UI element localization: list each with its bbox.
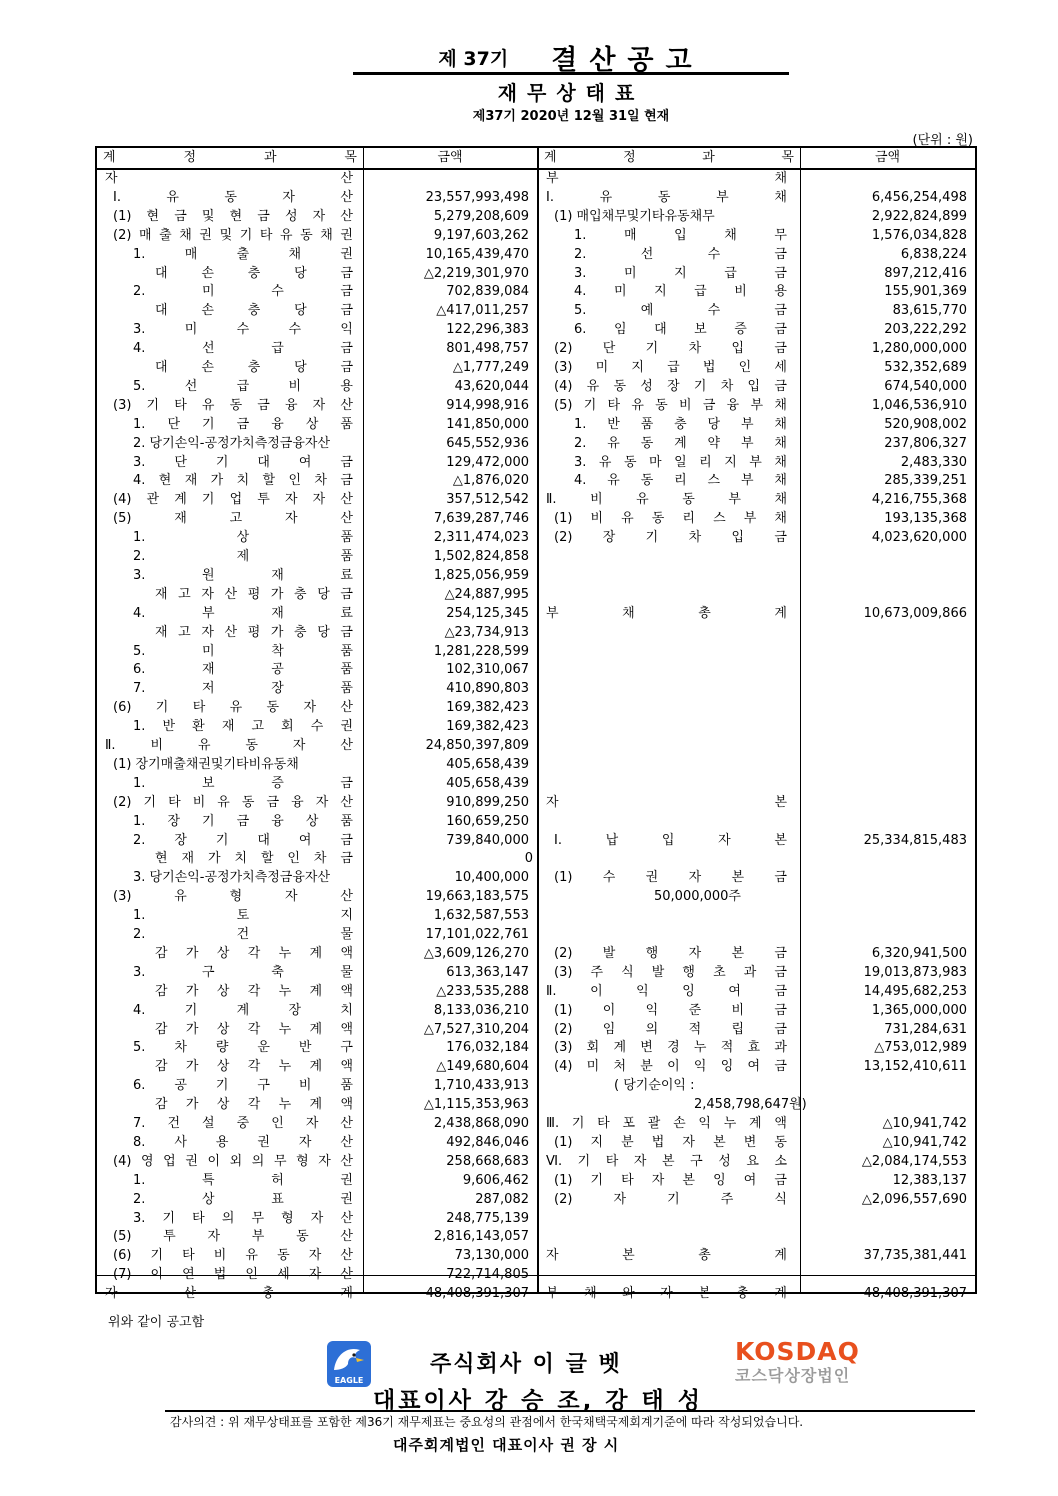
table-row bbox=[97, 282, 975, 301]
left-account-label: (4) 영 업 권 이 외 의 무 형 자 산 bbox=[113, 1153, 353, 1169]
left-amount-value: 1,710,433,913 bbox=[433, 1078, 529, 1094]
left-amount-value: 287,082 bbox=[475, 1191, 529, 1207]
left-amount-value: △1,777,249 bbox=[452, 360, 529, 375]
table-row bbox=[97, 264, 975, 283]
left-account-label: 1. 토 지 bbox=[133, 908, 353, 924]
right-account-label: 50,000,000주 bbox=[654, 889, 741, 905]
left-account-label: (1) 장기매출채권및기타비유동채 bbox=[113, 756, 299, 772]
right-account-label: 부 채 bbox=[546, 171, 787, 186]
right-amount-value: 6,456,254,498 bbox=[871, 189, 967, 205]
left-amount-value: 176,032,184 bbox=[446, 1040, 529, 1056]
left-account-label: 3. 기 타 의 무 형 자 산 bbox=[133, 1210, 353, 1226]
table-row bbox=[97, 679, 975, 698]
right-account-label: (2) 장 기 차 입 금 bbox=[554, 530, 787, 546]
left-account-label: Ⅰ. 유 동 자 산 bbox=[113, 189, 353, 205]
left-account-label: 감 가 상 각 누 계 액 bbox=[155, 1097, 353, 1113]
table-row bbox=[97, 1114, 975, 1133]
right-account-label: (1) 매입채무및기타유동채무 bbox=[554, 208, 715, 224]
unit-label: (단위 : 원) bbox=[912, 133, 973, 148]
left-amount-value: △233,535,288 bbox=[436, 983, 529, 999]
left-amount-value: 801,498,757 bbox=[446, 341, 529, 357]
table-row bbox=[97, 812, 975, 831]
left-amount-value: 9,197,603,262 bbox=[433, 227, 529, 243]
left-amount-value: △2,219,301,970 bbox=[423, 265, 529, 281]
right-account-header: 계 정 과 목 bbox=[544, 150, 794, 165]
right-amount-value: 4,216,755,368 bbox=[871, 492, 967, 508]
table-row bbox=[97, 169, 975, 188]
table-row bbox=[97, 1171, 975, 1190]
table-row bbox=[97, 1020, 975, 1039]
table-row bbox=[97, 453, 975, 472]
left-amount-value: 48,408,391,307 bbox=[425, 1286, 529, 1302]
left-account-label: 감 가 상 각 누 계 액 bbox=[155, 945, 353, 961]
left-account-label: 2. 제 품 bbox=[133, 549, 353, 564]
left-amount-value: 19,663,183,575 bbox=[425, 889, 529, 905]
right-amount-value: 1,280,000,000 bbox=[871, 341, 967, 357]
left-amount-value: 169,382,423 bbox=[446, 719, 529, 735]
table-row bbox=[97, 207, 975, 226]
right-account-label: Ⅱ. 비 유 동 부 채 bbox=[546, 492, 787, 508]
right-account-label: 1. 매 입 채 무 bbox=[574, 227, 787, 243]
left-account-label: (7) 이 연 법 인 세 자 산 bbox=[113, 1267, 353, 1283]
right-account-label: Ⅱ. 이 익 잉 여 금 bbox=[546, 983, 787, 999]
right-amount-value: 237,806,327 bbox=[884, 435, 967, 451]
left-amount-value: △1,876,020 bbox=[452, 473, 529, 489]
right-amount-value: 897,212,416 bbox=[884, 265, 967, 281]
left-amount-value: 24,850,397,809 bbox=[425, 738, 529, 753]
table-row bbox=[97, 1227, 975, 1246]
left-amount-value: △7,527,310,204 bbox=[423, 1021, 529, 1037]
left-amount-value: 141,850,000 bbox=[446, 416, 529, 432]
table-row bbox=[97, 831, 975, 850]
right-amount-value: △753,012,989 bbox=[874, 1040, 967, 1056]
left-account-label: (6) 기 타 유 동 자 산 bbox=[113, 700, 353, 716]
table-row bbox=[97, 698, 975, 717]
left-amount-value: 254,125,345 bbox=[446, 605, 529, 621]
left-amount-value: △3,609,126,270 bbox=[423, 945, 529, 961]
right-amount-value: 532,352,689 bbox=[884, 360, 967, 375]
left-amount-value: 410,890,803 bbox=[446, 681, 529, 697]
left-amount-value: 0 bbox=[524, 851, 533, 867]
table-row bbox=[97, 226, 975, 245]
right-amount-value: 203,222,292 bbox=[884, 322, 967, 338]
page-title: 결산공고 bbox=[551, 45, 704, 76]
table-row bbox=[97, 301, 975, 320]
left-account-label: 감 가 상 각 누 계 액 bbox=[155, 1059, 353, 1075]
left-account-label: 8. 사 용 권 자 산 bbox=[133, 1134, 353, 1150]
left-amount-value: 23,557,993,498 bbox=[425, 189, 529, 205]
left-account-label: (2) 기 타 비 유 동 금 융 자 산 bbox=[113, 794, 353, 810]
right-account-label: 4. 미 지 급 비 용 bbox=[574, 284, 787, 300]
left-account-label: 2. 장 기 대 여 금 bbox=[133, 832, 353, 848]
table-row bbox=[97, 623, 975, 642]
right-account-label: 5. 예 수 금 bbox=[574, 303, 787, 319]
right-account-label: Ⅵ. 기 타 자 본 구 성 요 소 bbox=[546, 1153, 787, 1169]
left-amount-value: 9,606,462 bbox=[462, 1172, 529, 1188]
table-row bbox=[97, 660, 975, 679]
right-account-label: (3) 회 계 변 경 누 적 효 과 bbox=[554, 1040, 787, 1056]
left-account-label: 1. 특 허 권 bbox=[133, 1172, 353, 1188]
left-account-label: 현 재 가 치 할 인 차 금 bbox=[155, 851, 353, 867]
table-row bbox=[97, 396, 975, 415]
right-account-label: 1. 반 품 충 당 부 채 bbox=[574, 416, 787, 432]
left-amount-value: 5,279,208,609 bbox=[433, 208, 529, 224]
left-account-label: 3. 미 수 수 익 bbox=[133, 322, 353, 338]
left-account-label: 4. 기 계 장 치 bbox=[133, 1002, 353, 1018]
left-account-label: (2) 매 출 채 권 및 기 타 유 동 채 권 bbox=[113, 227, 353, 243]
table-row bbox=[97, 963, 975, 982]
auditor-name: 대주회계법인 대표이사 권 장 시 bbox=[393, 1436, 620, 1454]
table-row bbox=[97, 717, 975, 736]
right-amount-header: 금액 bbox=[874, 150, 901, 165]
left-account-label: 감 가 상 각 누 계 액 bbox=[155, 1021, 353, 1037]
right-account-label: 4. 유 동 리 스 부 채 bbox=[574, 473, 787, 489]
left-account-label: 2. 미 수 금 bbox=[133, 284, 353, 300]
table-row bbox=[97, 415, 975, 434]
left-account-label: 2. 상 표 권 bbox=[133, 1191, 353, 1207]
table-row bbox=[97, 358, 975, 377]
left-account-label: 1. 반 환 재 고 회 수 권 bbox=[133, 719, 353, 735]
left-account-label: Ⅱ. 비 유 동 자 산 bbox=[105, 738, 353, 753]
right-amount-value: 1,365,000,000 bbox=[871, 1002, 967, 1018]
left-account-label: 7. 건 설 중 인 자 산 bbox=[133, 1116, 353, 1131]
right-amount-value: 1,046,536,910 bbox=[871, 397, 967, 413]
audit-opinion: 감사의견 : 위 재무상태표를 포함한 제36기 재무제표는 중요성의 관점에서 한국채택국제회계기준에 따라 작성되었습니다. bbox=[170, 1415, 804, 1429]
right-amount-value: 193,135,368 bbox=[884, 511, 967, 527]
table-row bbox=[97, 736, 975, 755]
right-account-label: (1) 수 권 자 본 금 bbox=[554, 870, 787, 886]
left-amount-value: 702,839,084 bbox=[446, 284, 529, 300]
right-account-label: 2. 선 수 금 bbox=[574, 246, 787, 262]
right-amount-value: 674,540,000 bbox=[884, 378, 967, 394]
left-account-label: 5. 선 급 비 용 bbox=[133, 378, 353, 394]
eagle-logo-icon bbox=[326, 1340, 372, 1388]
right-account-label: (4) 유 동 성 장 기 차 입 금 bbox=[554, 378, 787, 394]
table-row bbox=[97, 1076, 975, 1095]
right-account-label: (1) 비 유 동 리 스 부 채 bbox=[554, 511, 787, 527]
right-amount-value: 4,023,620,000 bbox=[871, 530, 967, 546]
left-amount-value: 910,899,250 bbox=[446, 794, 529, 810]
table-row bbox=[97, 868, 975, 887]
table-row bbox=[97, 849, 975, 868]
table-row bbox=[97, 1095, 975, 1114]
left-account-label: 1. 상 품 bbox=[133, 530, 353, 546]
table-row bbox=[97, 1190, 975, 1209]
left-account-label: 3. 구 축 물 bbox=[133, 964, 353, 980]
table-row bbox=[97, 377, 975, 396]
left-account-label: 1. 매 출 채 권 bbox=[133, 246, 353, 262]
table-row bbox=[97, 528, 975, 547]
left-amount-value: 7,639,287,746 bbox=[433, 511, 529, 527]
left-amount-value: 645,552,936 bbox=[446, 435, 529, 451]
left-amount-value: 405,658,439 bbox=[446, 756, 529, 772]
table-row bbox=[97, 887, 975, 906]
left-amount-value: △417,011,257 bbox=[436, 303, 529, 319]
left-account-label: 3. 당기손익-공정가치측정금융자산 bbox=[133, 870, 331, 886]
left-amount-value: 122,296,383 bbox=[446, 322, 529, 338]
left-account-label: 7. 저 장 품 bbox=[133, 681, 353, 697]
table-row bbox=[97, 245, 975, 264]
left-amount-value: △149,680,604 bbox=[436, 1059, 529, 1075]
notice-text: 위와 같이 공고함 bbox=[108, 1315, 205, 1330]
right-account-label: (2) 발 행 자 본 금 bbox=[554, 945, 787, 961]
left-account-label: (3) 유 형 자 산 bbox=[113, 889, 353, 905]
left-account-label: 5. 차 량 운 반 구 bbox=[133, 1040, 353, 1056]
left-account-label: (5) 투 자 부 동 산 bbox=[113, 1229, 353, 1245]
right-amount-value: △2,084,174,553 bbox=[861, 1153, 967, 1169]
right-account-label: (5) 기 타 유 동 비 금 융 부 채 bbox=[554, 397, 787, 413]
left-account-label: 자 산 총 계 bbox=[105, 1286, 353, 1302]
left-amount-value: 8,133,036,210 bbox=[433, 1002, 529, 1018]
table-row bbox=[97, 1284, 975, 1303]
left-account-label: 재 고 자 산 평 가 충 당 금 bbox=[155, 586, 353, 602]
kosdaq-listed-label: 코스닥상장법인 bbox=[735, 1366, 851, 1385]
table-row bbox=[97, 547, 975, 566]
right-account-label: Ⅰ. 납 입 자 본 bbox=[554, 832, 787, 848]
title-rule bbox=[353, 72, 789, 75]
left-amount-value: 722,714,805 bbox=[446, 1267, 529, 1283]
right-account-label: (1) 지 분 법 자 본 변 동 bbox=[554, 1134, 787, 1150]
right-amount-value: 6,320,941,500 bbox=[871, 945, 967, 961]
left-account-label: 1. 보 증 금 bbox=[133, 775, 353, 791]
table-row bbox=[97, 1057, 975, 1076]
left-account-label: 6. 재 공 품 bbox=[133, 662, 353, 678]
left-amount-value: 914,998,916 bbox=[446, 397, 529, 413]
left-amount-value: 1,281,228,599 bbox=[433, 643, 529, 659]
right-account-label: 3. 미 지 급 금 bbox=[574, 265, 787, 281]
left-account-header: 계 정 과 목 bbox=[103, 150, 357, 165]
table-row bbox=[97, 509, 975, 528]
left-account-label: 대 손 충 당 금 bbox=[155, 303, 353, 319]
right-account-label: 부 채 총 계 bbox=[546, 605, 787, 621]
right-amount-value: △10,941,742 bbox=[882, 1116, 967, 1131]
table-row bbox=[97, 793, 975, 812]
left-account-label: 4. 부 재 료 bbox=[133, 605, 353, 621]
right-amount-value: 2,922,824,899 bbox=[871, 208, 967, 224]
left-amount-value: 160,659,250 bbox=[446, 813, 529, 829]
table-row bbox=[97, 1209, 975, 1228]
right-account-label: 3. 유 동 마 일 리 지 부 채 bbox=[574, 454, 787, 470]
left-amount-value: 10,400,000 bbox=[454, 870, 529, 886]
left-account-label: 1. 장 기 금 융 상 품 bbox=[133, 813, 353, 829]
right-account-label: (1) 기 타 자 본 잉 여 금 bbox=[554, 1172, 787, 1188]
table-row bbox=[97, 906, 975, 925]
right-amount-value: 19,013,873,983 bbox=[863, 964, 967, 980]
right-account-label: 부 채 와 자 본 총 계 bbox=[546, 1286, 787, 1302]
left-amount-value: 405,658,439 bbox=[446, 775, 529, 791]
right-account-label: (4) 미 처 분 이 익 잉 여 금 bbox=[554, 1059, 787, 1075]
table-row bbox=[97, 339, 975, 358]
right-amount-value: △2,096,557,690 bbox=[861, 1191, 967, 1207]
company-name: 주식회사 이 글 벳 bbox=[430, 1352, 622, 1377]
left-amount-value: 613,363,147 bbox=[446, 964, 529, 980]
left-account-label: (4) 관 계 기 업 투 자 자 산 bbox=[113, 492, 353, 508]
right-account-label: ( 당기순이익 : bbox=[614, 1078, 695, 1094]
right-account-label: Ⅰ. 유 동 부 채 bbox=[546, 189, 787, 205]
statement-date: 제37기 2020년 12월 31일 현재 bbox=[472, 109, 670, 124]
left-amount-value: △23,734,913 bbox=[444, 624, 529, 640]
right-amount-value: 13,152,410,611 bbox=[863, 1059, 967, 1075]
kosdaq-logo: KOSDAQ bbox=[735, 1337, 860, 1366]
left-amount-value: 2,311,474,023 bbox=[433, 530, 529, 546]
table-row bbox=[97, 566, 975, 585]
table-row bbox=[97, 471, 975, 490]
left-account-label: 1. 단 기 금 융 상 품 bbox=[133, 416, 353, 432]
left-account-label: 6. 공 기 구 비 품 bbox=[133, 1078, 353, 1094]
table-row bbox=[97, 490, 975, 509]
right-amount-value: 1,576,034,828 bbox=[871, 227, 967, 243]
left-account-label: 감 가 상 각 누 계 액 bbox=[155, 983, 353, 999]
right-account-label: 자 본 bbox=[546, 794, 787, 810]
left-amount-value: 17,101,022,761 bbox=[425, 927, 529, 942]
table-row bbox=[97, 944, 975, 963]
right-amount-value: 520,908,002 bbox=[884, 416, 967, 432]
right-amount-value: △10,941,742 bbox=[882, 1134, 967, 1150]
right-amount-value: 48,408,391,307 bbox=[863, 1286, 967, 1302]
right-amount-value: 6,838,224 bbox=[900, 246, 967, 262]
right-account-label: (2) 임 의 적 립 금 bbox=[554, 1021, 787, 1037]
table-row bbox=[97, 320, 975, 339]
left-amount-value: 1,632,587,553 bbox=[433, 908, 529, 924]
left-amount-value: 10,165,439,470 bbox=[425, 246, 529, 262]
right-amount-value: 37,735,381,441 bbox=[863, 1248, 967, 1264]
left-amount-value: 357,512,542 bbox=[446, 492, 529, 508]
left-amount-value: 1,825,056,959 bbox=[433, 567, 529, 583]
right-amount-value: 155,901,369 bbox=[884, 284, 967, 300]
right-amount-value: 83,615,770 bbox=[892, 303, 967, 319]
left-amount-value: 492,846,046 bbox=[446, 1134, 529, 1150]
left-account-label: 3. 단 기 대 여 금 bbox=[133, 454, 353, 470]
right-amount-value: 731,284,631 bbox=[884, 1021, 967, 1037]
left-account-label: 2. 건 물 bbox=[133, 927, 353, 942]
table-row bbox=[97, 1152, 975, 1171]
ceo-names: 대표이사 강 승 조, 강 태 성 bbox=[373, 1388, 703, 1414]
left-account-label: (5) 재 고 자 산 bbox=[113, 511, 353, 527]
left-amount-value: 43,620,044 bbox=[454, 378, 529, 394]
left-account-label: 5. 미 착 품 bbox=[133, 643, 353, 659]
left-amount-value: △1,115,353,963 bbox=[423, 1097, 529, 1113]
table-row bbox=[97, 982, 975, 1001]
table-row bbox=[97, 774, 975, 793]
left-amount-value: 2,816,143,057 bbox=[433, 1229, 529, 1245]
right-amount-value: 10,673,009,866 bbox=[863, 605, 967, 621]
right-amount-value: 14,495,682,253 bbox=[863, 983, 967, 999]
left-account-label: (1) 현 금 및 현 금 성 자 산 bbox=[113, 208, 353, 224]
period-label: 제 37기 bbox=[438, 48, 509, 70]
table-row bbox=[97, 434, 975, 453]
left-account-label: 4. 현 재 가 치 할 인 차 금 bbox=[133, 473, 353, 489]
left-amount-value: 258,668,683 bbox=[446, 1153, 529, 1169]
table-row bbox=[97, 925, 975, 944]
right-account-label: 2. 유 동 계 약 부 채 bbox=[574, 435, 787, 451]
balance-sheet-table bbox=[95, 146, 977, 1302]
column-header-row bbox=[97, 148, 975, 170]
left-account-label: 대 손 충 당 금 bbox=[155, 360, 353, 375]
right-account-label: (3) 주 식 발 행 초 과 금 bbox=[554, 964, 787, 980]
table-row bbox=[97, 642, 975, 661]
left-account-label: (6) 기 타 비 유 동 자 산 bbox=[113, 1248, 353, 1264]
right-account-label: 자 본 총 계 bbox=[546, 1248, 787, 1264]
left-amount-value: 739,840,000 bbox=[446, 832, 529, 848]
right-amount-value: 25,334,815,483 bbox=[863, 832, 967, 848]
table-row bbox=[97, 604, 975, 623]
statement-title: 재무상태표 bbox=[497, 81, 645, 105]
table-row bbox=[97, 1038, 975, 1057]
right-amount-value: 12,383,137 bbox=[892, 1172, 967, 1188]
left-account-label: 3. 원 재 료 bbox=[133, 567, 353, 583]
table-row bbox=[97, 585, 975, 604]
left-account-label: 재 고 자 산 평 가 충 당 금 bbox=[155, 624, 353, 640]
left-amount-value: 73,130,000 bbox=[454, 1248, 529, 1264]
left-account-label: 2. 당기손익-공정가치측정금융자산 bbox=[133, 435, 331, 451]
right-account-label: (3) 미 지 급 법 인 세 bbox=[554, 360, 787, 375]
left-account-label: 4. 선 급 금 bbox=[133, 341, 353, 357]
left-amount-value: 102,310,067 bbox=[446, 662, 529, 678]
right-account-label: (1) 이 익 준 비 금 bbox=[554, 1002, 787, 1018]
left-amount-value: 2,438,868,090 bbox=[433, 1116, 529, 1131]
right-account-label: 2,458,798,647원) bbox=[694, 1097, 807, 1113]
table-row bbox=[97, 1265, 975, 1284]
right-amount-value: 285,339,251 bbox=[884, 473, 967, 489]
right-account-label: (2) 단 기 차 입 금 bbox=[554, 341, 787, 357]
left-account-label: (3) 기 타 유 동 금 융 자 산 bbox=[113, 397, 353, 413]
left-account-label: 자 산 bbox=[105, 171, 353, 186]
left-amount-value: 129,472,000 bbox=[446, 454, 529, 470]
left-amount-value: 1,502,824,858 bbox=[433, 549, 529, 564]
right-account-label: (2) 자 기 주 식 bbox=[554, 1191, 787, 1207]
right-account-label: 6. 임 대 보 증 금 bbox=[574, 322, 787, 338]
left-amount-header: 금액 bbox=[437, 150, 463, 165]
left-amount-value: 248,775,139 bbox=[446, 1210, 529, 1226]
table-row bbox=[97, 1133, 975, 1152]
table-row bbox=[97, 1246, 975, 1265]
right-amount-value: 2,483,330 bbox=[900, 454, 967, 470]
logo-text: EAGLE bbox=[334, 1376, 364, 1385]
left-amount-value: △24,887,995 bbox=[444, 586, 529, 602]
footer-rule bbox=[165, 1410, 975, 1412]
table-row bbox=[97, 188, 975, 207]
left-amount-value: 169,382,423 bbox=[446, 700, 529, 716]
right-account-label: Ⅲ. 기 타 포 괄 손 익 누 계 액 bbox=[546, 1116, 787, 1131]
table-row bbox=[97, 755, 975, 774]
left-account-label: 대 손 충 당 금 bbox=[155, 265, 353, 281]
table-row bbox=[97, 1001, 975, 1020]
